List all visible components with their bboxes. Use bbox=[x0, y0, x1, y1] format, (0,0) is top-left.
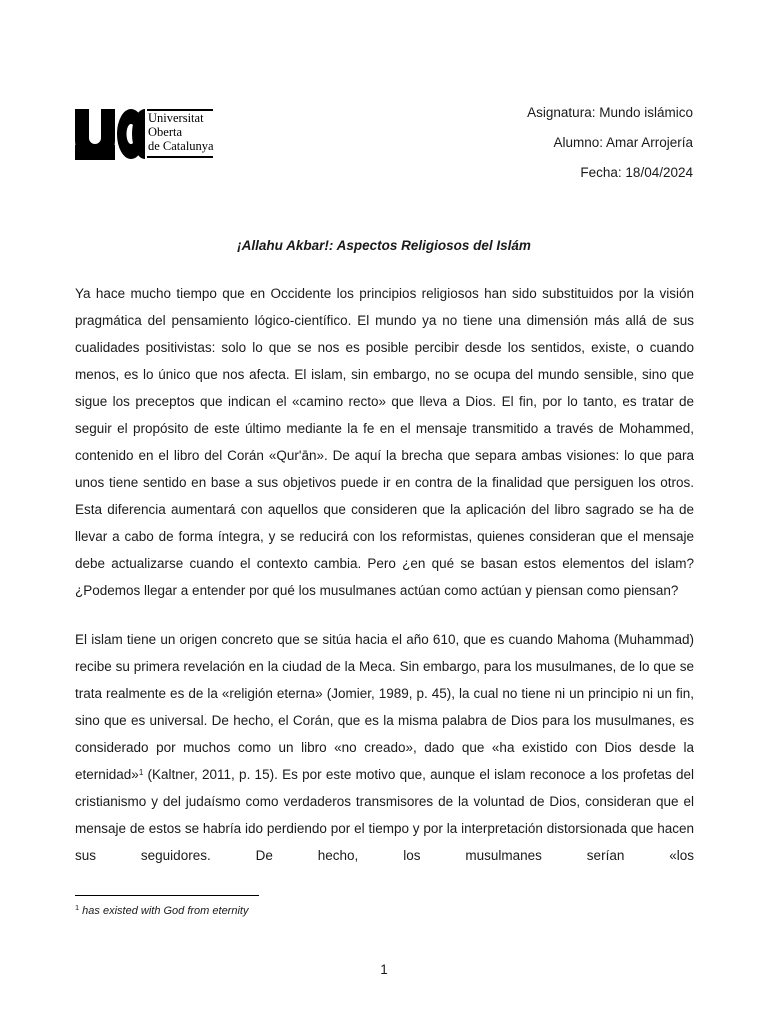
footnote-reference[interactable]: 1 bbox=[138, 768, 144, 777]
paragraph-1: Ya hace mucho tiempo que en Occidente los principios religiosos han sido substituidos por la visión pragmática del pensamiento lógico-científico. El mundo ya no tiene una dimensión más allá de sus cualidades positivistas: solo lo que se nos es posible percibir desde los sentidos, existe, o cuando menos, es lo único que nos afecta. El islam, sin embargo, no se ocupa del mundo sensible, sino que sigue los preceptos que indican el «camino recto» que lleva a Dios. El fin, por lo tanto, es tratar de seguir el propósito de este último mediante la fe en el mensaje transmitido a través de Mohammed, contenido en el libro del Corán «Qur'ān». De aquí la brecha que separa ambas visiones: lo que para unos tiene sentido en base a sus objetivos puede ir en contra de la finalidad que persiguen los otros. Esta diferencia aumentará con aquellos que consideren que la aplicación del libro sagrado se ha de llevar a cabo de forma íntegra, y se reducirá con los reformistas, quienes consideran que el mensaje debe actualizarse cuando el contexto cambia. Pero ¿en qué se basan estos elementos del islam? ¿Podemos llegar a entender por qué los musulmanes actúan como actúan y piensan como piensan? bbox=[75, 286, 694, 598]
footnote-text: has existed with God from eternity bbox=[82, 905, 249, 917]
footnote bbox=[75, 903, 248, 917]
logo-line-3: de Catalunya bbox=[148, 139, 214, 153]
logo-text bbox=[148, 111, 214, 153]
footnote-separator bbox=[75, 895, 259, 896]
document-title: ¡Allahu Akbar!: Aspectos Religiosos del Islám bbox=[237, 238, 531, 253]
logo-rule-bottom bbox=[147, 156, 213, 158]
paragraph-2 bbox=[75, 626, 694, 869]
document-header-info bbox=[527, 104, 693, 194]
paragraph-2-part-b: (Kaltner, 2011, p. 15). Es por este motivo que, aunque el islam reconoce a los profetas del cristianismo y del judaísmo como verdaderos transmisores de la voluntad de Dios, consideran que el mensaje de estos se habría ido perdiendo por el tiempo y por la interpretación distorsionada que hacen sus seguidores. De hecho, los musulmanes serían «los bbox=[75, 767, 694, 863]
footnote-number: 1 bbox=[75, 903, 80, 912]
logo-line-1: Universitat bbox=[148, 111, 204, 125]
date-line: Fecha: 18/04/2024 bbox=[580, 165, 693, 180]
uoc-logo-mark-icon bbox=[75, 108, 145, 160]
page-number: 1 bbox=[380, 962, 388, 977]
logo-line-2: Oberta bbox=[148, 125, 183, 139]
subject-line: Asignatura: Mundo islámico bbox=[527, 105, 693, 120]
paragraph-2-part-a: El islam tiene un origen concreto que se sitúa hacia el año 610, que es cuando Mahoma (Muhammad) recibe su primera revelación en la ciudad de la Meca. Sin embargo, para los musulmanes, de lo que se trata realmente es de la «religión eterna» (Jomier, 1989, p. 45), la cual no tiene ni un principio ni un fin, sino que es universal. De hecho, el Corán, que es la misma palabra de Dios para los musulmanes, es considerado por muchos como un libro «no creado», dado que «ha existido con Dios desde la eternidad» bbox=[75, 632, 694, 782]
student-line: Alumno: Amar Arrojería bbox=[553, 135, 693, 150]
uoc-logo bbox=[75, 108, 215, 160]
